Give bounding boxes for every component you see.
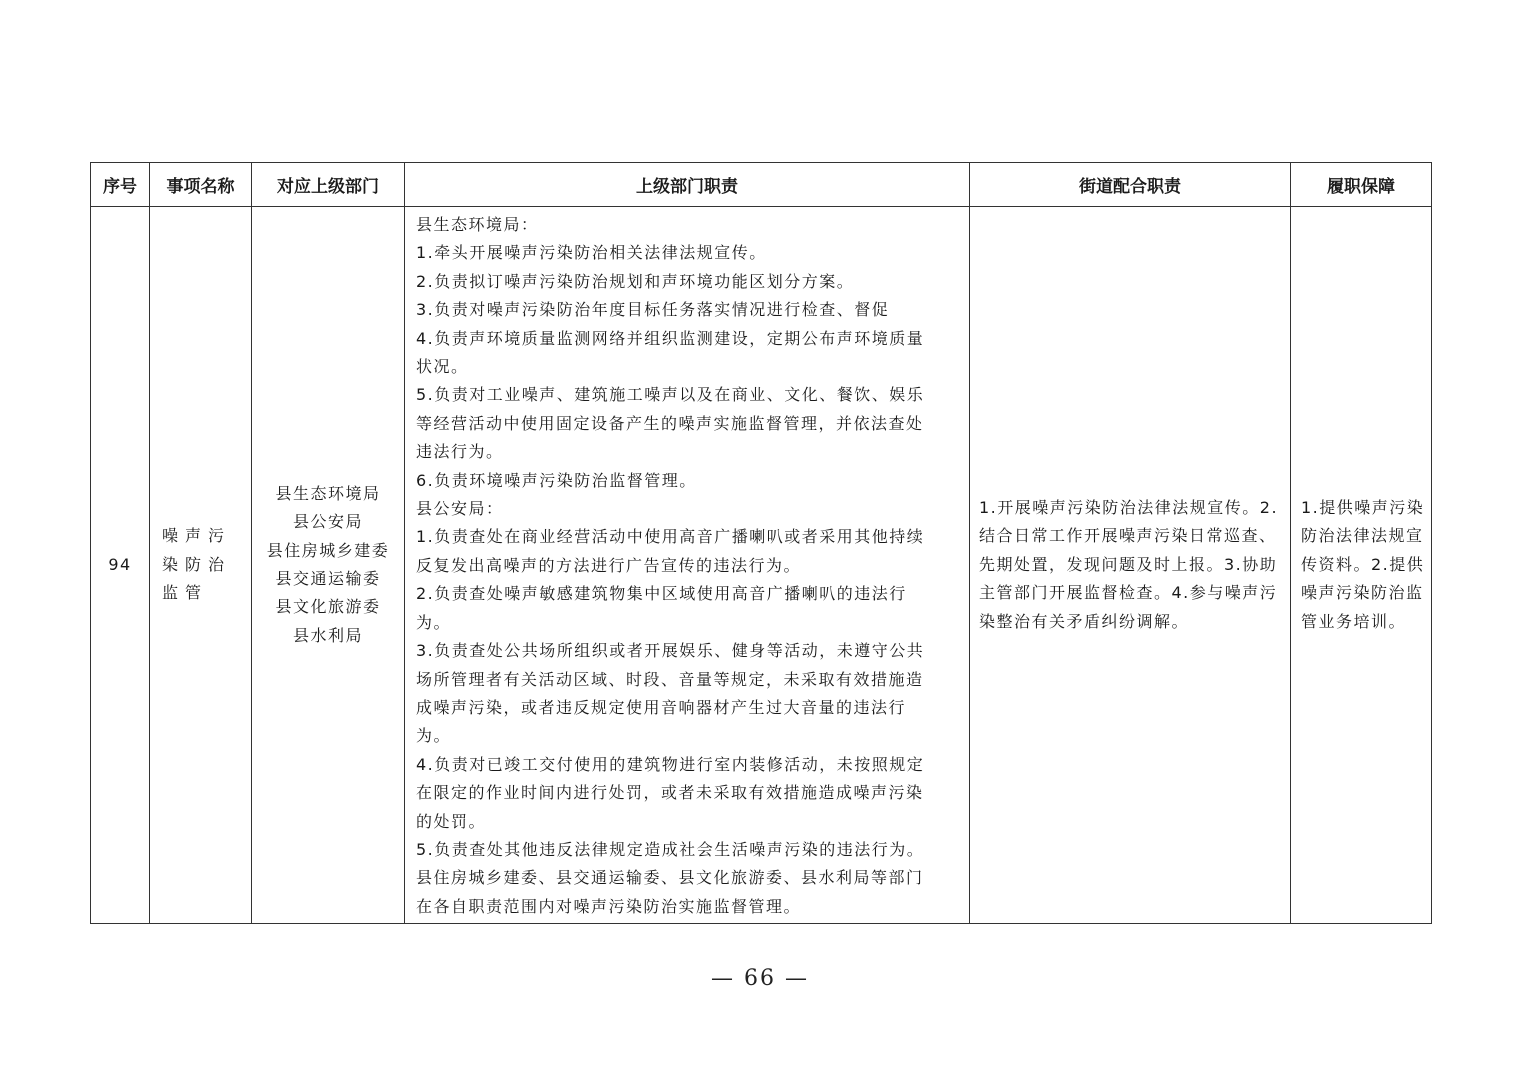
duty-line: 1.牵头开展噪声污染防治相关法律法规宣传。 (416, 243, 767, 263)
row-item-name: 噪声污染防治监管 (150, 207, 252, 924)
dept-line: 县生态环境局 (275, 483, 381, 503)
duty-line: 2.负责拟订噪声污染防治规划和声环境功能区划分方案。 (416, 271, 855, 291)
page-number: — 66 — (711, 966, 809, 991)
header-item-name: 事项名称 (150, 163, 252, 207)
duty-line: 成噪声污染，或者违反规定使用音响器材产生过大音量的违法行 (416, 697, 907, 717)
table-row (91, 207, 1432, 924)
duty-line: 等经营活动中使用固定设备产生的噪声实施监督管理，并依法查处 (416, 413, 924, 433)
dept-line: 县水利局 (292, 625, 363, 645)
duty-line: 在限定的作业时间内进行处罚，或者未采取有效措施造成噪声污染 (416, 783, 924, 803)
header-street-duty: 街道配合职责 (970, 163, 1291, 207)
duty-line: 场所管理者有关活动区域、时段、音量等规定，未采取有效措施造 (416, 669, 924, 689)
header-seq: 序号 (91, 163, 150, 207)
header-guarantee: 履职保障 (1291, 163, 1432, 207)
duty-line: 2.负责查处噪声敏感建筑物集中区域使用高音广播喇叭的违法行 (416, 584, 907, 604)
duty-line: 在各自职责范围内对噪声污染防治实施监督管理。 (416, 896, 802, 916)
header-upper-duty: 上级部门职责 (405, 163, 970, 207)
duty-table (90, 162, 1432, 924)
row-upper-duty (405, 207, 970, 924)
duty-line: 县生态环境局： (416, 215, 539, 234)
duty-line: 3.负责查处公共场所组织或者开展娱乐、健身等活动，未遵守公共 (416, 641, 925, 661)
duty-line: 1.负责查处在商业经营活动中使用高音广播喇叭或者采用其他持续 (416, 527, 925, 547)
duty-line: 4.负责对已竣工交付使用的建筑物进行室内装修活动，未按照规定 (416, 754, 925, 774)
duty-line: 5.负责查处其他违反法律规定造成社会生活噪声污染的违法行为。 (416, 839, 925, 859)
duty-line: 6.负责环境噪声污染防治监督管理。 (416, 470, 697, 490)
header-upper-dept: 对应上级部门 (252, 163, 405, 207)
duty-line: 县住房城乡建委、县交通运输委、县文化旅游委、县水利局等部门 (416, 868, 924, 888)
dept-line: 县公安局 (292, 512, 363, 532)
duty-line: 县公安局： (416, 499, 504, 519)
duty-line: 的处罚。 (416, 811, 487, 831)
duty-line: 4.负责声环境质量监测网络并组织监测建设，定期公布声环境质量 (416, 328, 925, 348)
row-street-duty: 1.开展噪声污染防治法律法规宣传。2.结合日常工作开展噪声污染日常巡查、先期处置，发现问题及时上报。3.协助主管部门开展监督检查。4.参与噪声污染整治有关矛盾纠纷调解。 (970, 207, 1291, 924)
row-guarantee: 1.提供噪声污染防治法律法规宣传资料。2.提供噪声污染防治监管业务培训。 (1291, 207, 1432, 924)
duty-line: 反复发出高噪声的方法进行广告宣传的违法行为。 (416, 555, 802, 575)
row-upper-depts (252, 207, 405, 924)
duty-line: 违法行为。 (416, 442, 504, 462)
duty-line: 3.负责对噪声污染防治年度目标任务落实情况进行检查、督促 (416, 300, 890, 320)
row-seq: 94 (91, 207, 150, 924)
duty-line: 为。 (416, 726, 452, 746)
dept-line: 县交通运输委 (275, 569, 381, 589)
dept-line: 县住房城乡建委 (266, 540, 390, 560)
duty-line: 状况。 (416, 357, 469, 377)
duty-line: 5.负责对工业噪声、建筑施工噪声以及在商业、文化、餐饮、娱乐 (416, 385, 925, 405)
dept-line: 县文化旅游委 (275, 597, 381, 617)
table-header-row (91, 163, 1432, 207)
duty-line: 为。 (416, 612, 452, 632)
